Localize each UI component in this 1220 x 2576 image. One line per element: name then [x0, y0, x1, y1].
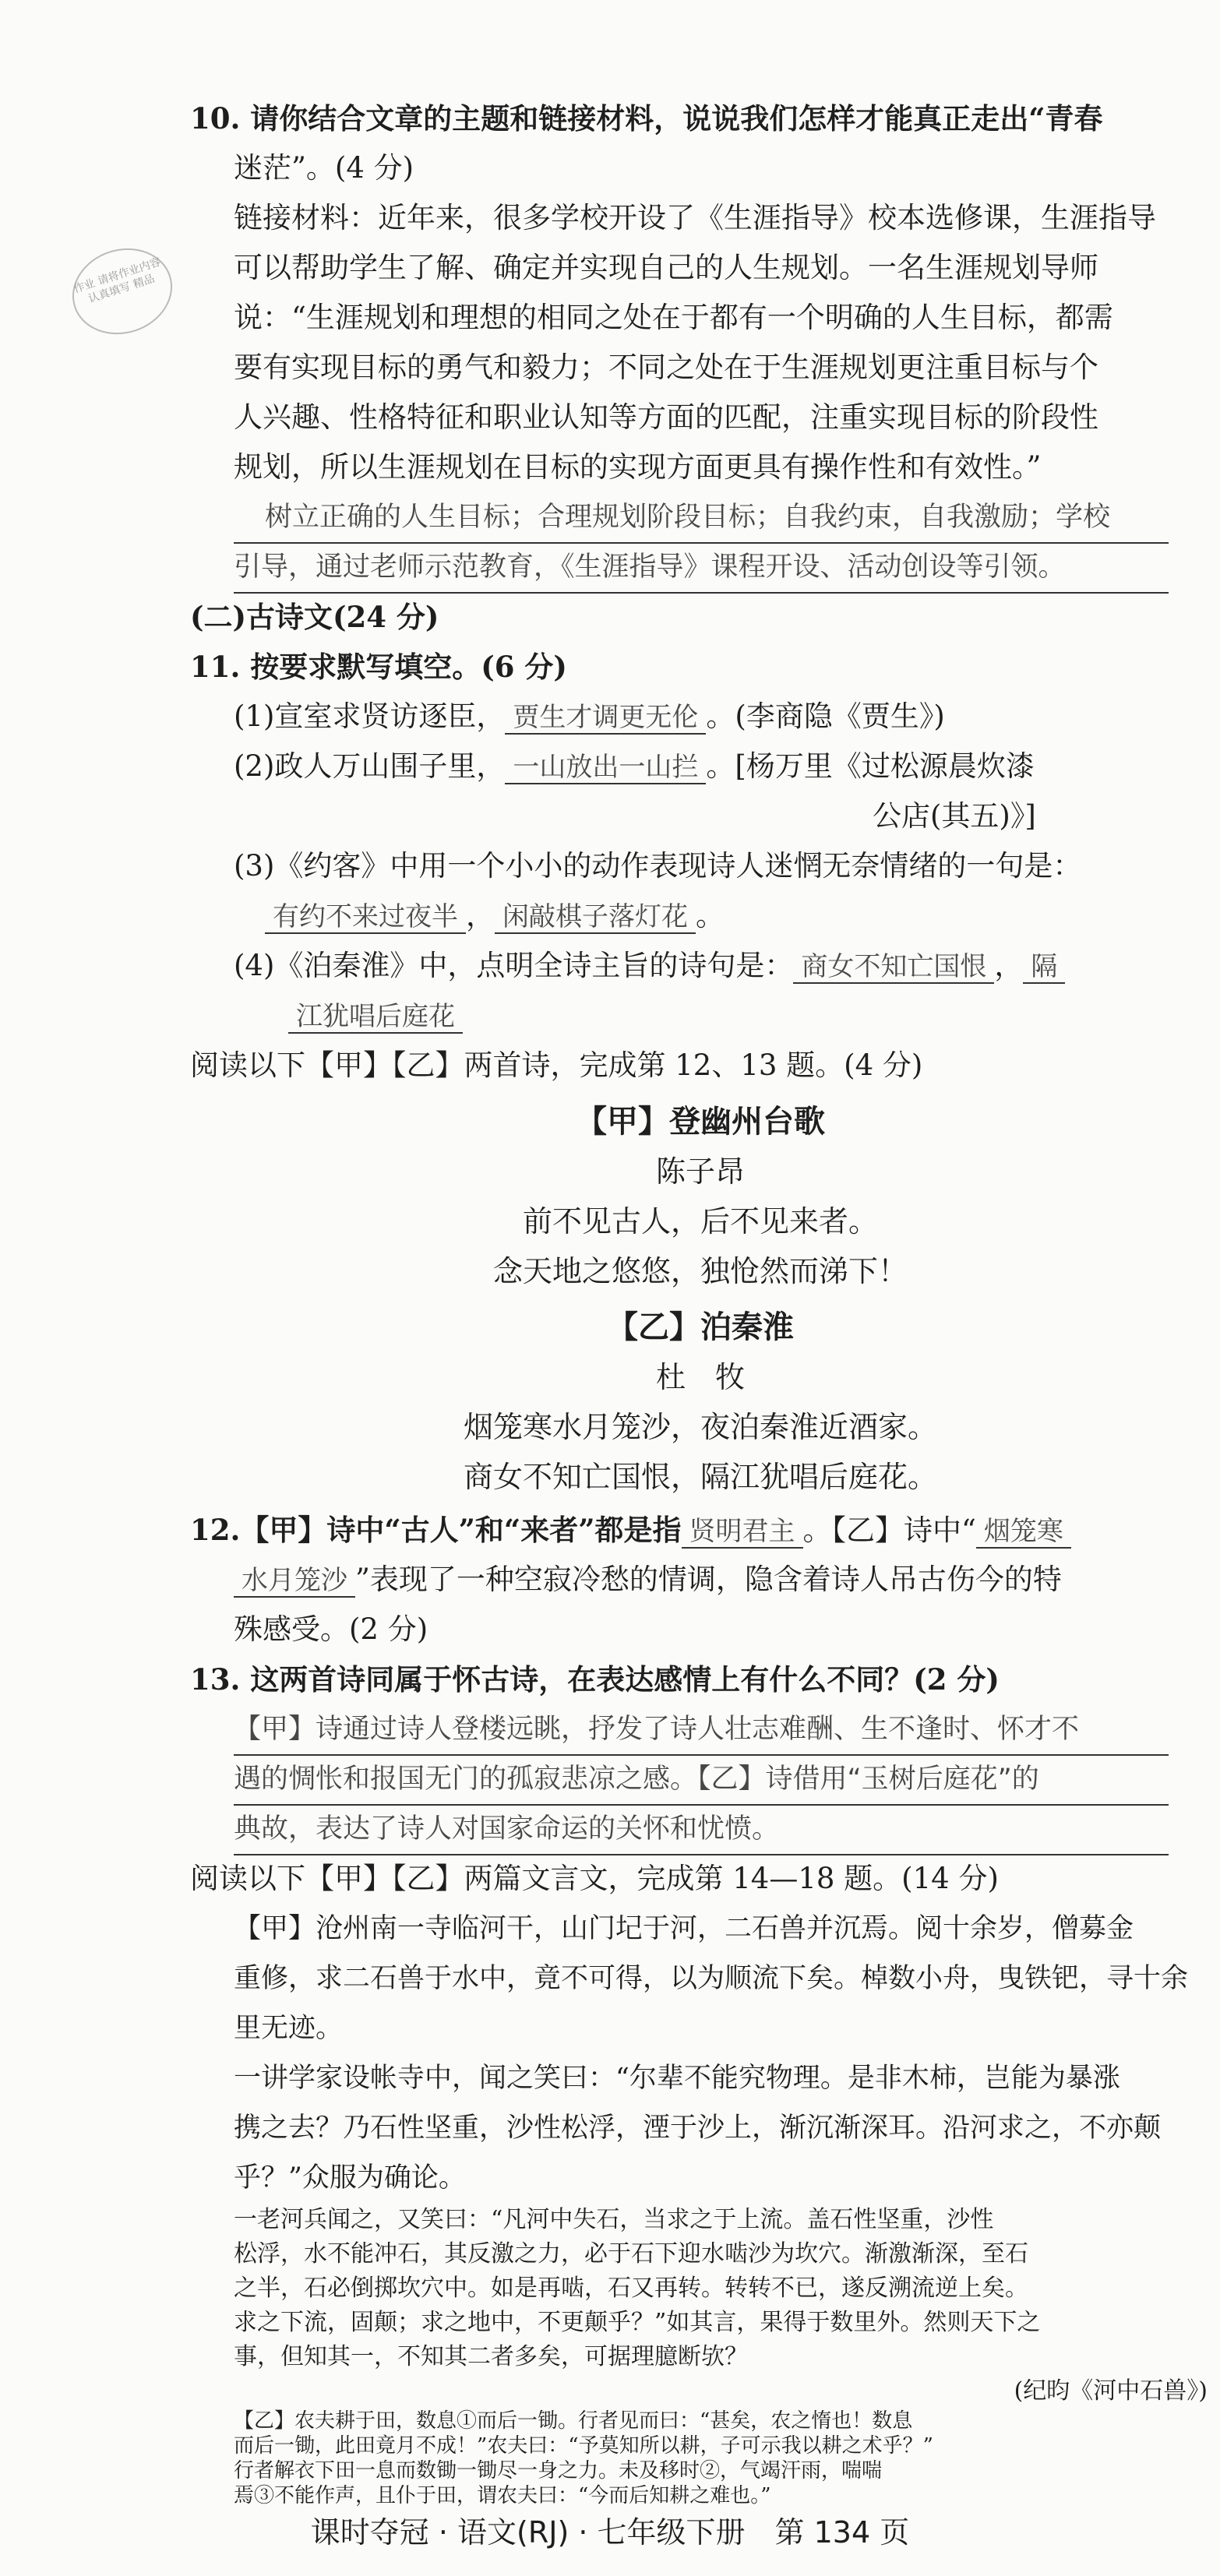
poem-yi-line-2: 商女不知亡国恨，隔江犹唱后庭花。	[463, 1460, 937, 1494]
jia-text-6: 乎？”众服为确论。	[234, 2162, 466, 2194]
q11-1-source: 。(李商隐《贾生》)	[706, 700, 945, 733]
answer-13-line-3: 典故，表达了诗人对国家命运的关怀和忧愤。	[234, 1804, 1169, 1855]
question-12	[190, 1505, 1203, 1556]
jia-text-1: 【甲】沧州南一寺临河干，山门圮于河，二石兽并沉焉。阅十余岁，僧募金	[234, 1913, 1134, 1944]
q11-3-answer-2: 闲敲棋子落灯花	[495, 901, 696, 934]
q11-4-prompt: (4)《泊秦淮》中，点明全诗主旨的诗句是：	[234, 949, 794, 982]
jia-text-3: 里无迹。	[234, 2013, 344, 2044]
jia-text-2: 重修，求二石兽于水中，竟不可得，以为顺流下矣。棹数小舟，曳铁钯，寻十余	[234, 1963, 1189, 1994]
q11-part-4: (4)《泊秦淮》中，点明全诗主旨的诗句是： 商女不知亡国恨 ， 隔	[234, 941, 1208, 992]
page-footer: 课时夺冠 · 语文(RJ) · 七年级下册 第 134 页	[310, 2515, 910, 2550]
q11-part-3-answers: 有约不来过夜半 ， 闲敲棋子落灯花 。	[265, 891, 1220, 942]
q12-answer-2b: 水月笼沙	[234, 1565, 355, 1598]
yi-text-2: 而后一锄，此田竟月不成！”农夫曰：“予莫知所以耕，子可示我以耕之术乎？”	[234, 2434, 933, 2458]
poem-jia-author: 陈子昂	[655, 1154, 745, 1189]
q11-3-answer-1: 有约不来过夜半	[265, 901, 466, 934]
q12-line-2	[234, 1555, 1208, 1605]
q12-mid: 。【乙】诗中“	[802, 1514, 976, 1547]
jia-text-10: 求之下流，固颠；求之地中，不更颠乎？”如其言，果得于数里外。然则天下之	[234, 2309, 1041, 2336]
q11-1-answer: 贾生才调更无伦	[505, 702, 706, 735]
jia-text-9: 之半，石必倒掷坎穴中。如是再啮，石又再转。转转不已，遂反溯流逆上矣。	[234, 2275, 1028, 2302]
question-10-line-2: 迷茫”。(4 分)	[234, 151, 414, 185]
reading-instruction-1: 阅读以下【甲】【乙】两首诗，完成第 12、13 题。(4 分)	[190, 1048, 923, 1082]
q11-4-answer-1: 商女不知亡国恨	[793, 951, 994, 984]
question-11-title: 11. 按要求默写填空。(6 分)	[190, 650, 567, 684]
jia-text-11: 事，但知其一，不知其二者多矣，可据理臆断欤？	[234, 2343, 748, 2370]
q11-4-answer-2b: 江犹唱后庭花	[288, 1001, 463, 1034]
poem-yi-author: 杜 牧	[655, 1360, 745, 1394]
poem-yi-line-1: 烟笼寒水月笼沙，夜泊秦淮近酒家。	[463, 1410, 937, 1444]
yi-text-1: 【乙】农夫耕于田，数息①而后一锄。行者见而曰：“甚矣，农之惰也！数息	[234, 2409, 913, 2433]
q11-4-answer-2a: 隔	[1023, 951, 1065, 984]
link-material-2: 可以帮助学生了解、确定并实现自己的人生规划。一名生涯规划导师	[234, 251, 1098, 284]
answer-13-line-1: 【甲】诗通过诗人登楼远眺，抒发了诗人壮志难酬、生不逢时、怀才不	[234, 1704, 1169, 1756]
yi-text	[234, 2409, 1208, 2508]
q11-2-source: 。[杨万里《过松源晨炊漆	[706, 749, 1035, 783]
q11-part-1	[234, 692, 1208, 742]
link-material-1: 链接材料：近年来，很多学校开设了《生涯指导》校本选修课，生涯指导	[234, 201, 1156, 234]
link-material-4: 要有实现目标的勇气和毅力；不同之处在于生涯规划更注重目标与个	[234, 351, 1098, 384]
link-material-5: 人兴趣、性格特征和职业认知等方面的匹配，注重实现目标的阶段性	[234, 400, 1098, 434]
yi-text-3: 行者解衣下田一息而数锄一锄尽一身之力。未及移时②，气竭汗雨，喘喘	[234, 2459, 883, 2483]
q12-answer-1: 贤明君主	[682, 1516, 803, 1549]
jia-text-8: 松浮，水不能冲石，其反激之力，必于石下迎水啮沙为坎穴。渐激渐深，至石	[234, 2240, 1028, 2268]
poem-jia-title: 【甲】登幽州台歌	[576, 1103, 825, 1140]
section-2-heading: (二)古诗文(24 分)	[190, 600, 439, 634]
reading-instruction-2: 阅读以下【甲】【乙】两篇文言文，完成第 14—18 题。(14 分)	[190, 1862, 999, 1895]
q12-answer-2a: 烟笼寒	[976, 1516, 1071, 1549]
question-13-title: 13. 这两首诗同属于怀古诗，在表达感情上有什么不同？(2 分)	[190, 1662, 1000, 1697]
answer-10-line-1: 树立正确的人生目标；合理规划阶段目标；自我约束，自我激励；学校	[234, 492, 1169, 544]
q12-post: ”表现了一种空寂冷愁的情调，隐含着诗人吊古伤今的特	[355, 1563, 1062, 1596]
jia-source: (纪昀《河中石兽》)	[1014, 2377, 1208, 2405]
q11-3-prompt: (3)《约客》中用一个小小的动作表现诗人迷惘无奈情绪的一句是：	[234, 849, 1082, 883]
jia-text-5: 携之去？乃石性坚重，沙性松浮，湮于沙上，渐沉渐深耳。沿河求之，不亦颠	[234, 2113, 1162, 2144]
poem-jia-line-1: 前不见古人，后不见来者。	[522, 1204, 878, 1239]
jia-text-4: 一讲学家设帐寺中，闻之笑曰：“尔辈不能究物理。是非木柿，岂能为暴涨	[234, 2063, 1120, 2094]
question-10-line-1: 10. 请你结合文章的主题和链接材料，说说我们怎样才能真正走出“青春	[190, 101, 1103, 136]
answer-10-line-2: 引导，通过老师示范教育，《生涯指导》课程开设、活动创设等引领。	[234, 542, 1169, 594]
q12-line-3: 殊感受。(2 分)	[234, 1612, 428, 1646]
q12-prompt: 12.【甲】诗中“古人”和“来者”都是指	[190, 1513, 682, 1547]
poem-yi-title: 【乙】泊秦淮	[607, 1309, 794, 1345]
link-material-6: 规划，所以生涯规划在目标的实现方面更具有操作性和有效性。”	[234, 450, 1042, 484]
q11-2-prompt: (2)政人万山围子里，	[234, 749, 506, 783]
poem-jia-line-2: 念天地之悠悠，独怆然而涕下！	[492, 1254, 908, 1288]
q11-2-answer: 一山放出一山拦	[505, 752, 706, 784]
jia-text-7: 一老河兵闻之，又笑曰：“凡河中失石，当求之于上流。盖石性坚重，沙性	[234, 2206, 994, 2233]
yi-text-4: 焉③不能作声，且仆于田，谓农夫曰：“今而后知耕之难也。”	[234, 2484, 771, 2507]
link-material-3: 说：“生涯规划和理想的相同之处在于都有一个明确的人生目标，都需	[234, 301, 1113, 334]
q11-2-source-cont: 公店(其五)》]	[873, 799, 1036, 833]
answer-13-line-2: 遇的惆怅和报国无门的孤寂悲凉之感。【乙】诗借用“玉树后庭花”的	[234, 1754, 1169, 1806]
q11-4-answer-2b-line	[288, 991, 1220, 1041]
classical-text-continued	[234, 2203, 1208, 2409]
q11-part-2	[234, 742, 1208, 792]
q11-1-prompt: (1)宣室求贤访逐臣，	[234, 700, 506, 733]
stamp-seal: 作业 请将作业内容认真填写 精品	[61, 236, 183, 347]
